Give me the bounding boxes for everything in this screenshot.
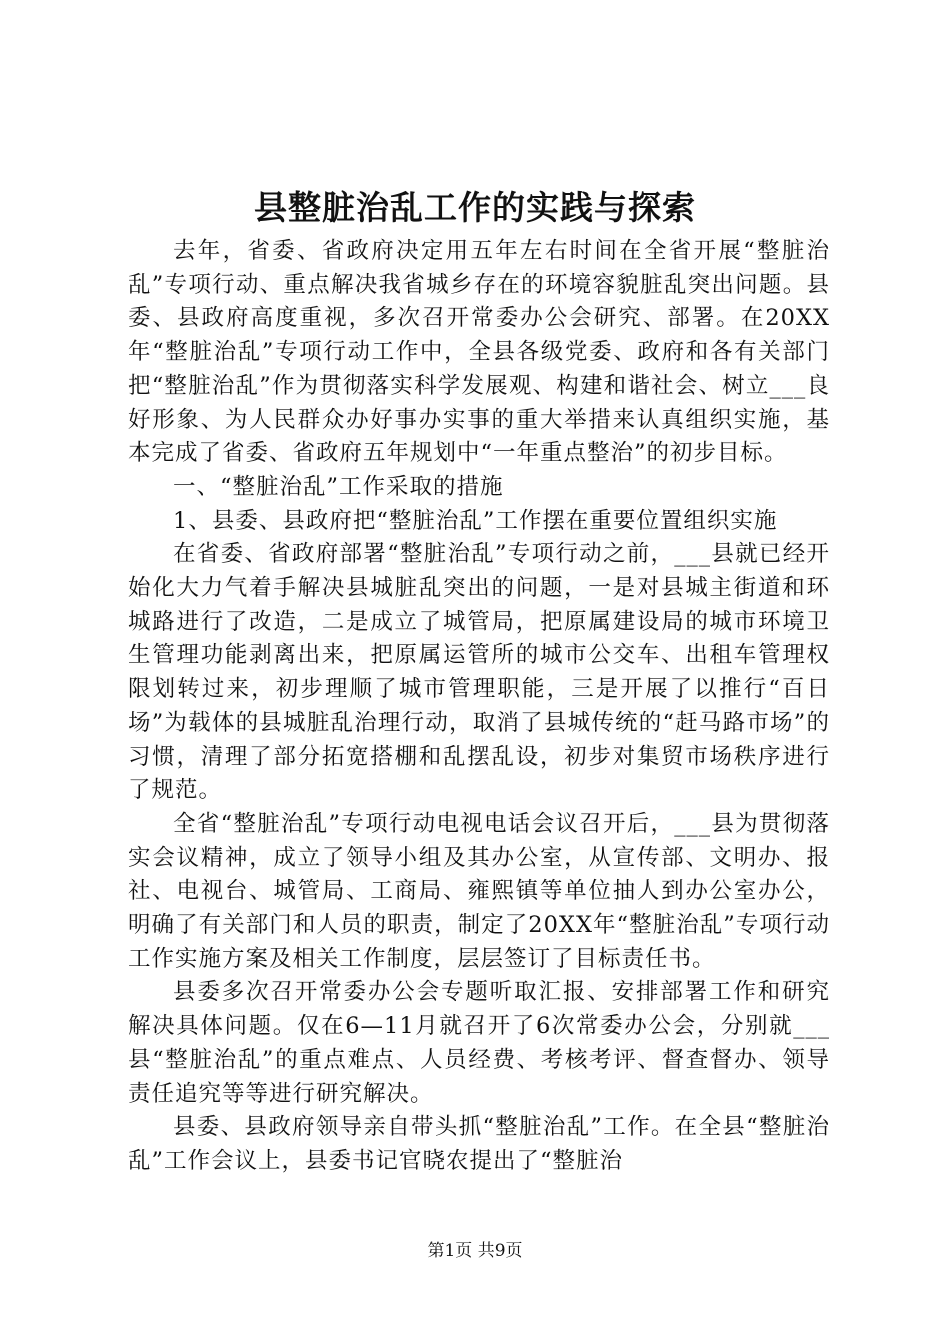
section-heading: 一、“整脏治乱”工作采取的措施 (173, 473, 504, 500)
page-number: 第1页 共9页 (427, 1241, 523, 1261)
paragraph: 去年，省委、省政府决定用五年左右时间在全省开展“整脏治乱”专项行动、重点解决我省城乡存在的环境容貌脏乱突出问题。县委、县政府高度重视，多次召开常委办公会研究、部署。在20XX年“整脏治乱”专项行动工作中，全县各级党委、政府和各有关部门把“整脏治乱”作为贯彻落实科学发展观、构建和谐社会、树立___良好形象、为人民群众办好事办实事的重大举措来认真组织实施，基本完成了省委、省政府五年规划中“一年重点整治”的初步目标。 (128, 238, 830, 467)
paragraph: 全省“整脏治乱”专项行动电视电话会议召开后，___县为贯彻落实会议精神，成立了领导小组及其办公室，从宣传部、文明办、报社、电视台、城管局、工商局、雍熙镇等单位抽人到办公室办公，明确了有关部门和人员的职责，制定了20XX年“整脏治乱”专项行动工作实施方案及相关工作制度，层层签订了目标责任书。 (128, 810, 830, 972)
paragraph: 县委、县政府领导亲自带头抓“整脏治乱”工作。在全县“整脏治乱”工作会议上，县委书记官晓农提出了“整脏治 (128, 1114, 830, 1174)
paragraph: 县委多次召开常委办公会专题听取汇报、安排部署工作和研究解决具体问题。仅在6—11月就召开了6次常委办公会，分别就___县“整脏治乱”的重点难点、人员经费、考核考评、督查督办、领导责任追究等等进行研究解决。 (128, 979, 830, 1107)
paragraph: 在省委、省政府部署“整脏治乱”专项行动之前，___县就已经开始化大力气着手解决县城脏乱突出的问题，一是对县城主街道和环城路进行了改造，二是成立了城管局，把原属建设局的城市环境卫生管理功能剥离出来，把原属运管所的城市公交车、出租车管理权限划转过来，初步理顺了城市管理职能，三是开展了以推行“百日场”为载体的县城脏乱治理行动，取消了县城传统的“赶马路市场”的习惯，清理了部分拓宽搭棚和乱摆乱设，初步对集贸市场秩序进行了规范。 (128, 541, 830, 804)
subsection-heading: 1、县委、县政府把“整脏治乱”工作摆在重要位置组织实施 (173, 507, 778, 534)
document-title: 县整脏治乱工作的实践与探索 (254, 188, 696, 227)
document-body (128, 235, 830, 1179)
